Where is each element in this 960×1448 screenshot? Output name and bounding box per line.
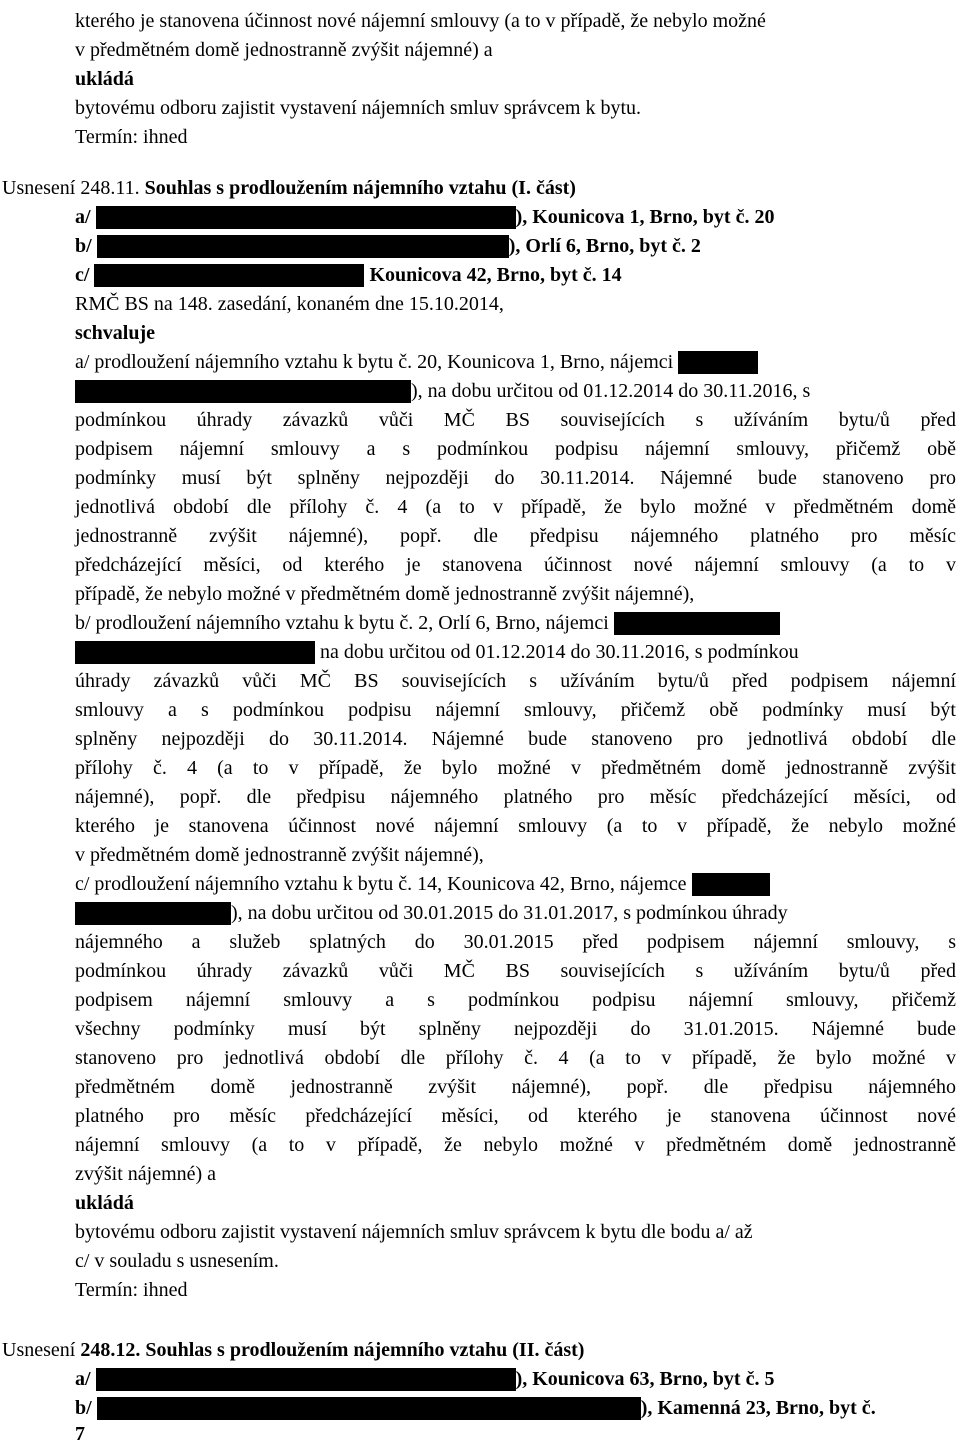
text-line: platného pro měsíc předcházející měsíci, od kterého je stanovena účinnost nové [75, 1105, 956, 1127]
item-b [75, 232, 701, 260]
text: b/ prodloužení nájemního vztahu k bytu č. 2, Orlí 6, Brno, nájemci [75, 612, 609, 634]
text-line [75, 94, 641, 122]
redaction-block [75, 380, 411, 403]
text-line [75, 7, 766, 35]
item-c [75, 261, 622, 289]
text: Termín: ihned [75, 1279, 188, 1301]
text: 7 [75, 1423, 85, 1445]
text-line: úhrady závazků vůči MČ BS souvisejících s užíváním bytu/ů před podpisem nájemní [75, 670, 956, 692]
text: v předmětném domě jednostranně zvýšit nájemné) a [75, 39, 493, 61]
text-line: předcházející měsíci, od kterého je stanovena účinnost nové nájemní smlouvy (a to v [75, 554, 956, 576]
text-line: podmínkou úhrady závazků vůči MČ BS souvisejících s užíváním bytu/ů před [75, 409, 956, 431]
text-line: kterého je stanovena účinnost nové nájemní smlouvy (a to v případě, že nebylo možné [75, 815, 956, 837]
redaction-block [97, 235, 509, 258]
text-line [75, 36, 493, 64]
heading-uklada [75, 65, 134, 93]
item-text: Kounicova 42, Brno, byt č. 14 [369, 264, 622, 286]
item-text: ), Kounicova 63, Brno, byt č. 5 [515, 1368, 775, 1390]
text-line: jednotlivá období dle přílohy č. 4 (a to v případě, že bylo možné v předmětném domě [75, 496, 956, 518]
text-line [75, 899, 788, 927]
item-label: a/ [75, 206, 91, 228]
text-line [75, 638, 799, 666]
item-b [75, 1394, 876, 1422]
text-line: podmínkou úhrady závazků vůči MČ BS souvisejících s užíváním bytu/ů před [75, 960, 956, 982]
text-line: nájemného a služeb splatných do 30.01.2015 před podpisem nájemní smlouvy, s [75, 931, 956, 953]
item-label: b/ [75, 1397, 92, 1419]
redaction-block [678, 351, 758, 374]
text-line: nájemní smlouvy (a to v případě, že nebylo možné v předmětném domě jednostranně [75, 1134, 956, 1156]
redaction-block [96, 206, 516, 229]
text-line [75, 290, 504, 318]
text-line [75, 348, 758, 376]
text-line: podpisem nájemní smlouvy a s podmínkou podpisu nájemní smlouvy, přičemž [75, 989, 956, 1011]
item-text: ), Kamenná 23, Brno, byt č. [640, 1397, 876, 1419]
text: na dobu určitou od 01.12.2014 do 30.11.2016, s podmínkou [320, 641, 799, 663]
text: Termín: ihned [75, 126, 188, 148]
heading-uklada [75, 1189, 134, 1217]
text: c/ prodloužení nájemního vztahu k bytu č. 14, Kounicova 42, Brno, nájemce [75, 873, 687, 895]
resolution-title: Souhlas s prodloužením nájemního vztahu (I. část) [144, 177, 576, 199]
item-label: c/ [75, 264, 90, 286]
text: a/ prodloužení nájemního vztahu k bytu č. 20, Kounicova 1, Brno, nájemci [75, 351, 674, 373]
redaction-block [75, 902, 231, 925]
item-a [75, 1365, 774, 1393]
text: kterého je stanovena účinnost nové nájemní smlouvy (a to v případě, že nebylo možné [75, 10, 766, 32]
text-line: nájemné), popř. dle předpisu nájemného platného pro měsíc předcházející měsíci, od [75, 786, 956, 808]
text: v předmětném domě jednostranně zvýšit nájemné), [75, 844, 484, 866]
resolution-heading [2, 1336, 584, 1364]
redaction-block [692, 873, 770, 896]
text-line [75, 1247, 279, 1275]
text-line: všechny podmínky musí být splněny nejpozději do 31.01.2015. Nájemné bude [75, 1018, 956, 1040]
redaction-block [614, 612, 780, 635]
redaction-block [94, 264, 364, 287]
text: c/ v souladu s usnesením. [75, 1250, 279, 1272]
text: RMČ BS na 148. zasedání, konaném dne 15.10.2014, [75, 293, 504, 315]
text-line: přílohy č. 4 (a to v případě, že bylo možné v předmětném domě jednostranně zvýšit [75, 757, 956, 779]
text-line: stanoveno pro jednotlivá období dle přílohy č. 4 (a to v případě, že bylo možné v [75, 1047, 956, 1069]
resolution-title: 248.12. Souhlas s prodloužením nájemního vztahu (II. část) [80, 1339, 585, 1361]
text: bytovému odboru zajistit vystavení nájemních smluv správcem k bytu. [75, 97, 642, 119]
text: ukládá [75, 68, 134, 90]
text: ), na dobu určitou od 30.01.2015 do 31.01.2017, s podmínkou úhrady [231, 902, 788, 924]
item-a [75, 203, 774, 231]
text-line [75, 377, 810, 405]
item-label: a/ [75, 1368, 91, 1390]
resolution-number: Usnesení 248.11. [2, 177, 140, 199]
text-line [75, 841, 484, 869]
text: schvaluje [75, 322, 155, 344]
text-line: jednostranně zvýšit nájemné), popř. dle předpisu nájemného platného pro měsíc [75, 525, 956, 547]
text: ), na dobu určitou od 01.12.2014 do 30.11.2016, s [411, 380, 811, 402]
resolution-heading [2, 174, 576, 202]
text-line [75, 609, 780, 637]
text-line [75, 1160, 216, 1188]
redaction-block [75, 641, 315, 664]
deadline-line [75, 1276, 187, 1304]
text-line [75, 1218, 753, 1246]
text: ukládá [75, 1192, 134, 1214]
text-line: podmínky musí být splněny nejpozději do 30.11.2014. Nájemné bude stanoveno pro [75, 467, 956, 489]
redaction-block [97, 1397, 641, 1420]
item-text: ), Orlí 6, Brno, byt č. 2 [508, 235, 701, 257]
text: zvýšit nájemné) a [75, 1163, 217, 1185]
text: bytovému odboru zajistit vystavení nájemních smluv správcem k bytu dle bodu a/ až [75, 1221, 753, 1243]
redaction-block [96, 1368, 516, 1391]
item-text: ), Kounicova 1, Brno, byt č. 20 [515, 206, 775, 228]
text-line [75, 870, 770, 898]
text-line: podpisem nájemní smlouvy a s podmínkou podpisu nájemní smlouvy, přičemž obě [75, 438, 956, 460]
text: případě, že nebylo možné v předmětném domě jednostranně zvýšit nájemné), [75, 583, 695, 605]
text-line [75, 580, 694, 608]
item-label: b/ [75, 235, 92, 257]
item-b-continuation [75, 1420, 85, 1448]
text-line: splněny nejpozději do 30.11.2014. Nájemné bude stanoveno pro jednotlivá období dle [75, 728, 956, 750]
heading-schvaluje [75, 319, 155, 347]
text-line: předmětném domě jednostranně zvýšit nájemné), popř. dle předpisu nájemného [75, 1076, 956, 1098]
text-line: smlouvy a s podmínkou podpisu nájemní smlouvy, přičemž obě podmínky musí být [75, 699, 956, 721]
resolution-prefix: Usnesení [2, 1339, 76, 1361]
deadline-line [75, 123, 187, 151]
